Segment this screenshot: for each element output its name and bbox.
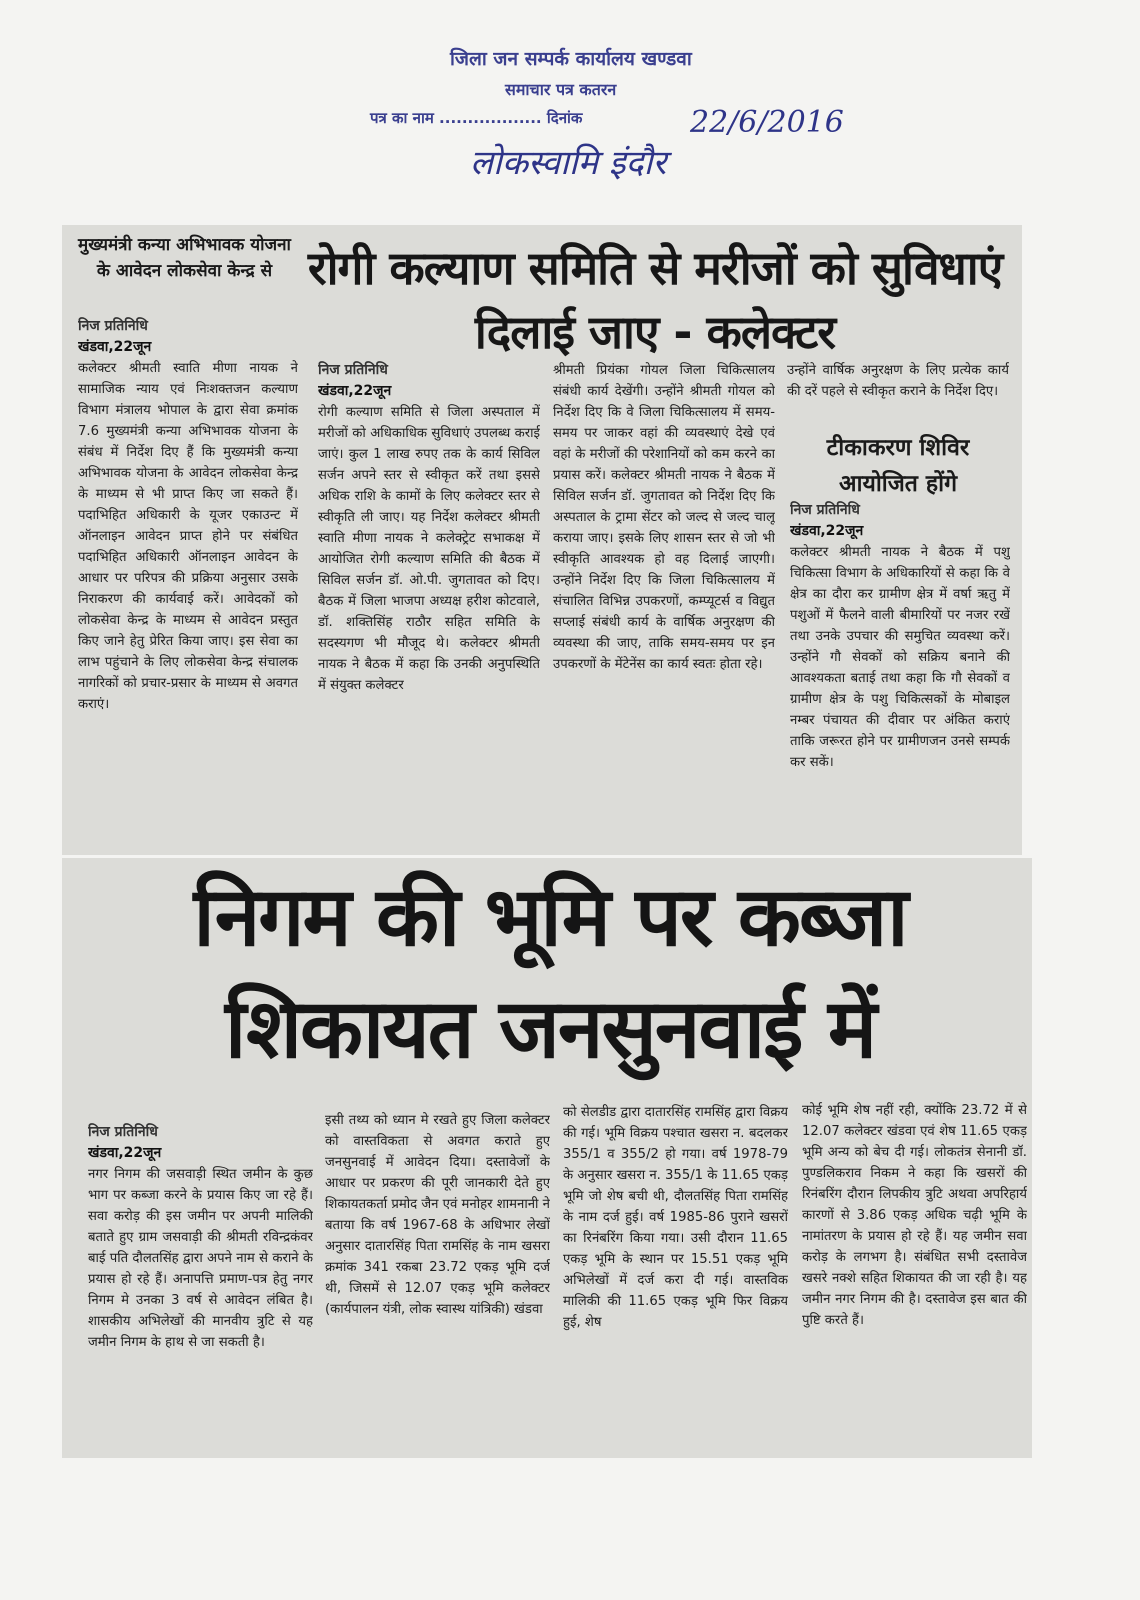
land-article-place: खंडवा,22जून xyxy=(88,1145,162,1161)
side-article-body: कलेक्टर श्रीमती स्वाति मीणा नायक ने सामाजिक न्याय एवं निःशक्तजन कल्याण विभाग मंत्रालय भोपाल के द्वारा सेवा क्रमांक 7.6 मुख्यमंत्री कन्या अभिभावक योजना के संबंध में निर्देश दिए हैं कि मुख्यमंत्री कन्या अभिभावक योजना के आवेदन लोकसेवा केन्द्र के माध्यम से भी प्राप्त किए जा सकते हैं। पदाभिहित अधिकारी के यूजर एकाउन्ट में ऑनलाइन आवेदन प्राप्त होने पर संबंधित पदाभिहित अधिकारी ऑनलाइन आवेदन के आधार पर परिपत्र की प्रक्रिया अनुसार उसके निराकरण की कार्यवाई करें। आवेदकों को लोकसेवा केन्द्र के माध्यम से आवेदन प्रस्तुत किए जाने हेतु प्रेरित किया जाए। इस सेवा का लाभ पहुंचाने के लिए लोकसेवा केन्द्र संचालक नागरिकों को प्रचार-प्रसार के माध्यम से अवगत कराएं। xyxy=(78,361,298,712)
side-article-title: मुख्यमंत्री कन्या अभिभावक योजना के आवेदन लोकसेवा केन्द्र से xyxy=(78,235,291,281)
land-article-byline: निज प्रतिनिधि xyxy=(88,1124,158,1140)
land-article-headline: निगम की भूमि पर कब्जा शिकायत जनसुनवाई में xyxy=(193,870,907,1077)
side-article-byline: निज प्रतिनिधि xyxy=(78,318,148,334)
stamp-office: जिला जन सम्पर्क कार्यालय खण्डवा xyxy=(450,48,692,70)
land-article-col1: नगर निगम की जसवाड़ी स्थित जमीन के कुछ भाग पर कब्जा करने के प्रयास किए जा रहे हैं। सवा करोड़ की इस जमीन पर अपनी मालिकी बताते हुए ग्राम जसवाड़ी की श्रीमती रविन्द्रकंवर बाई पति दौलतसिंह द्वारा अपने नाम से कराने के प्रयास हो रहे हैं। अनापत्ति प्रमाण-पत्र हेतु नगर निगम मे उनका 3 वर्ष से आवेदन लंबित है। शासकीय अभिलेखों की मानवीय त्रुटि से यह जमीन निगम के हाथ से जा सकती है। xyxy=(88,1167,313,1350)
vaccine-article-headline: टीकाकरण शिविर आयोजित होंगे xyxy=(826,435,970,497)
main-article-col2: श्रीमती प्रियंका गोयल जिला चिकित्सालय संबंधी कार्य देखेंगी। उन्होंने श्रीमती गोयल को निर्देश दिए कि वे जिला चिकित्सालय में समय-समय पर जाकर वहां की व्यवस्थाएं देखे एवं वहां के मरीजों की परेशानियों को कम करने का प्रयास करें। कलेक्टर श्रीमती नायक ने बैठक में सिविल सर्जन डॉ. जुगतावत को निर्देश दिए कि अस्पताल के ट्रामा सेंटर को जल्द से जल्द चालू कराया जाए। इसके लिए शासन स्तर से जो भी स्वीकृति आवश्यक हो वह दिलाई जाएगी। उन्होंने निर्देश दिए कि जिला चिकित्सालय में संचालित विभिन्न उपकरणों, कम्प्यूटर्स व विद्युत सप्लाई संबंधी कार्य के वार्षिक अनुरक्षण की व्यवस्था की जाए, ताकि समय-समय पर इन उपकरणों के मेंटेनेंस का कार्य स्वतः होता रहे। xyxy=(553,363,775,672)
side-article-column xyxy=(78,316,298,856)
land-article-column-3 xyxy=(563,1102,788,1454)
main-article-place: खंडवा,22जून xyxy=(318,383,392,399)
main-article-col3: उन्होंने वार्षिक अनुरक्षण के लिए प्रत्येक कार्य की दरें पहले से स्वीकृत कराने के निर्देश दिए। xyxy=(787,363,1009,399)
vaccine-article-place: खंडवा,22जून xyxy=(790,523,864,539)
land-article-col2: इसी तथ्य को ध्यान मे रखते हुए जिला कलेक्टर को वास्तविकता से अवगत कराते हुए जनसुनवाई में आवेदन दिया। दस्तावेजों के आधार पर प्रकरण की पूरी जानकारी देते हुए शिकायतकर्ता प्रमोद जैन एवं मनोहर शामनानी ने बताया कि वर्ष 1967-68 के अधिभार लेखों अनुसार दातारसिंह पिता रामसिंह के नाम खसरा क्रमांक 341 रकबा 23.72 एकड़ भूमि दर्ज थी, जिसमें से 12.07 एकड़ भूमि कलेक्टर (कार्यपालन यंत्री, लोक स्वास्थ यांत्रिकी) खंडवा xyxy=(325,1113,550,1317)
main-article-column-3 xyxy=(787,360,1009,428)
vaccine-article-body: कलेक्टर श्रीमती नायक ने बैठक में पशु चिकित्सा विभाग के अधिकारियों से कहा कि वे क्षेत्र का दौरा कर ग्रामीण क्षेत्र में वर्षा ऋतु में पशुओं में फैलने वाली बीमारियों पर नजर रखें तथा उनके उपचार की समुचित व्यवस्था करें। उन्होंने गौ सेवकों को सक्रिय बनाने की आवश्यकता बताई तथा कहा कि गौ सेवकों व ग्रामीण क्षेत्र के पशु चिकित्सकों के मोबाइल नम्बर पंचायत की दीवार पर अंकित कराएं ताकि जरूरत होने पर ग्रामीणजन उनसे सम्पर्क कर सकें। xyxy=(790,545,1010,770)
land-article-column-2 xyxy=(325,1110,550,1455)
land-article-col4: कोई भूमि शेष नहीं रही, क्योंकि 23.72 में से 12.07 कलेक्टर खंडवा एवं शेष 11.65 एकड़ भूमि अन्य को बेच दी गई। लोकतंत्र सेनानी डॉ. पुण्डलिकराव निकम ने कहा कि खसरों की रिनंबरिंग दौरान लिपकीय त्रुटि अथवा अपरिहार्य कारणों से 3.86 एकड़ अधिक चढ़ी भूमि के नामांतरण के प्रयास हो रहे हैं। यह जमीन सवा करोड़ के लगभग है। संबंधित सभी दस्तावेज खसरे नक्शे सहित शिकायत की जा रही है। यह जमीन नगर निगम की है। दस्तावेज इस बात की पुष्टि करते हैं। xyxy=(802,1103,1027,1328)
main-article-byline: निज प्रतिनिधि xyxy=(318,362,388,378)
main-article-column-2 xyxy=(553,360,775,850)
stamp-subtitle: समाचार पत्र कतरन xyxy=(505,80,617,99)
land-article-column-1 xyxy=(88,1122,313,1452)
main-article-column-1 xyxy=(318,360,540,850)
vaccine-article-column xyxy=(790,500,1010,850)
main-article-col1: रोगी कल्याण समिति से जिला अस्पताल में मरीजों को अधिकाधिक सुविधाएं उपलब्ध कराई जाएं। कुल 1 लाख रुपए तक के कार्य सिविल सर्जन अपने स्तर से स्वीकृत करें तथा इससे अधिक राशि के कामों के लिए कलेक्टर स्तर से स्वीकृति ली जाए। यह निर्देश कलेक्टर श्रीमती स्वाति मीणा नायक ने कलेक्ट्रेट सभाकक्ष में आयोजित रोगी कल्याण समिति की बैठक में सिविल सर्जन डॉ. ओ.पी. जुगतावत को दिए। बैठक में जिला भाजपा अध्यक्ष हरीश कोटवाले, डॉ. शक्तिसिंह राठौर सहित समिति के सदस्यगण भी मौजूद थे। कलेक्टर श्रीमती नायक ने बैठक में कहा कि उनकी अनुपस्थिति में संयुक्त कलेक्टर xyxy=(318,405,540,693)
stamp-paper-label: पत्र का नाम .................. दिनांक xyxy=(370,109,583,127)
land-article-column-4 xyxy=(802,1100,1027,1454)
stamp-date: 22/6/2016 xyxy=(690,105,844,140)
side-article-place: खंडवा,22जून xyxy=(78,339,152,355)
land-article-col3: को सेलडीड द्वारा दातारसिंह रामसिंह द्वारा विक्रय की गई। भूमि विक्रय पश्चात खसरा न. बदलकर 355/1 व 355/2 हो गया। वर्ष 1978-79 के अनुसार खसरा न. 355/1 के 11.65 एकड़ भूमि जो शेष बची थी, दौलतसिंह पिता रामसिंह के नाम दर्ज हुई। वर्ष 1985-86 पुराने खसरों का रिनंबरिंग किया गया। उसी दौरान 11.65 एकड़ भूमि के स्थान पर 15.51 एकड़ भूमि अभिलेखों में दर्ज करा दी गई। वास्तविक मालिकी की 11.65 एकड़ भूमि फिर विक्रय हुई, शेष xyxy=(563,1105,788,1330)
main-article-headline: रोगी कल्याण समिति से मरीजों को सुविधाएं दिलाई जाए - कलेक्टर xyxy=(307,241,1003,359)
vaccine-article-byline: निज प्रतिनिधि xyxy=(790,502,860,518)
stamp-paper-name: लोकस्वामि इंदौर xyxy=(470,143,667,183)
